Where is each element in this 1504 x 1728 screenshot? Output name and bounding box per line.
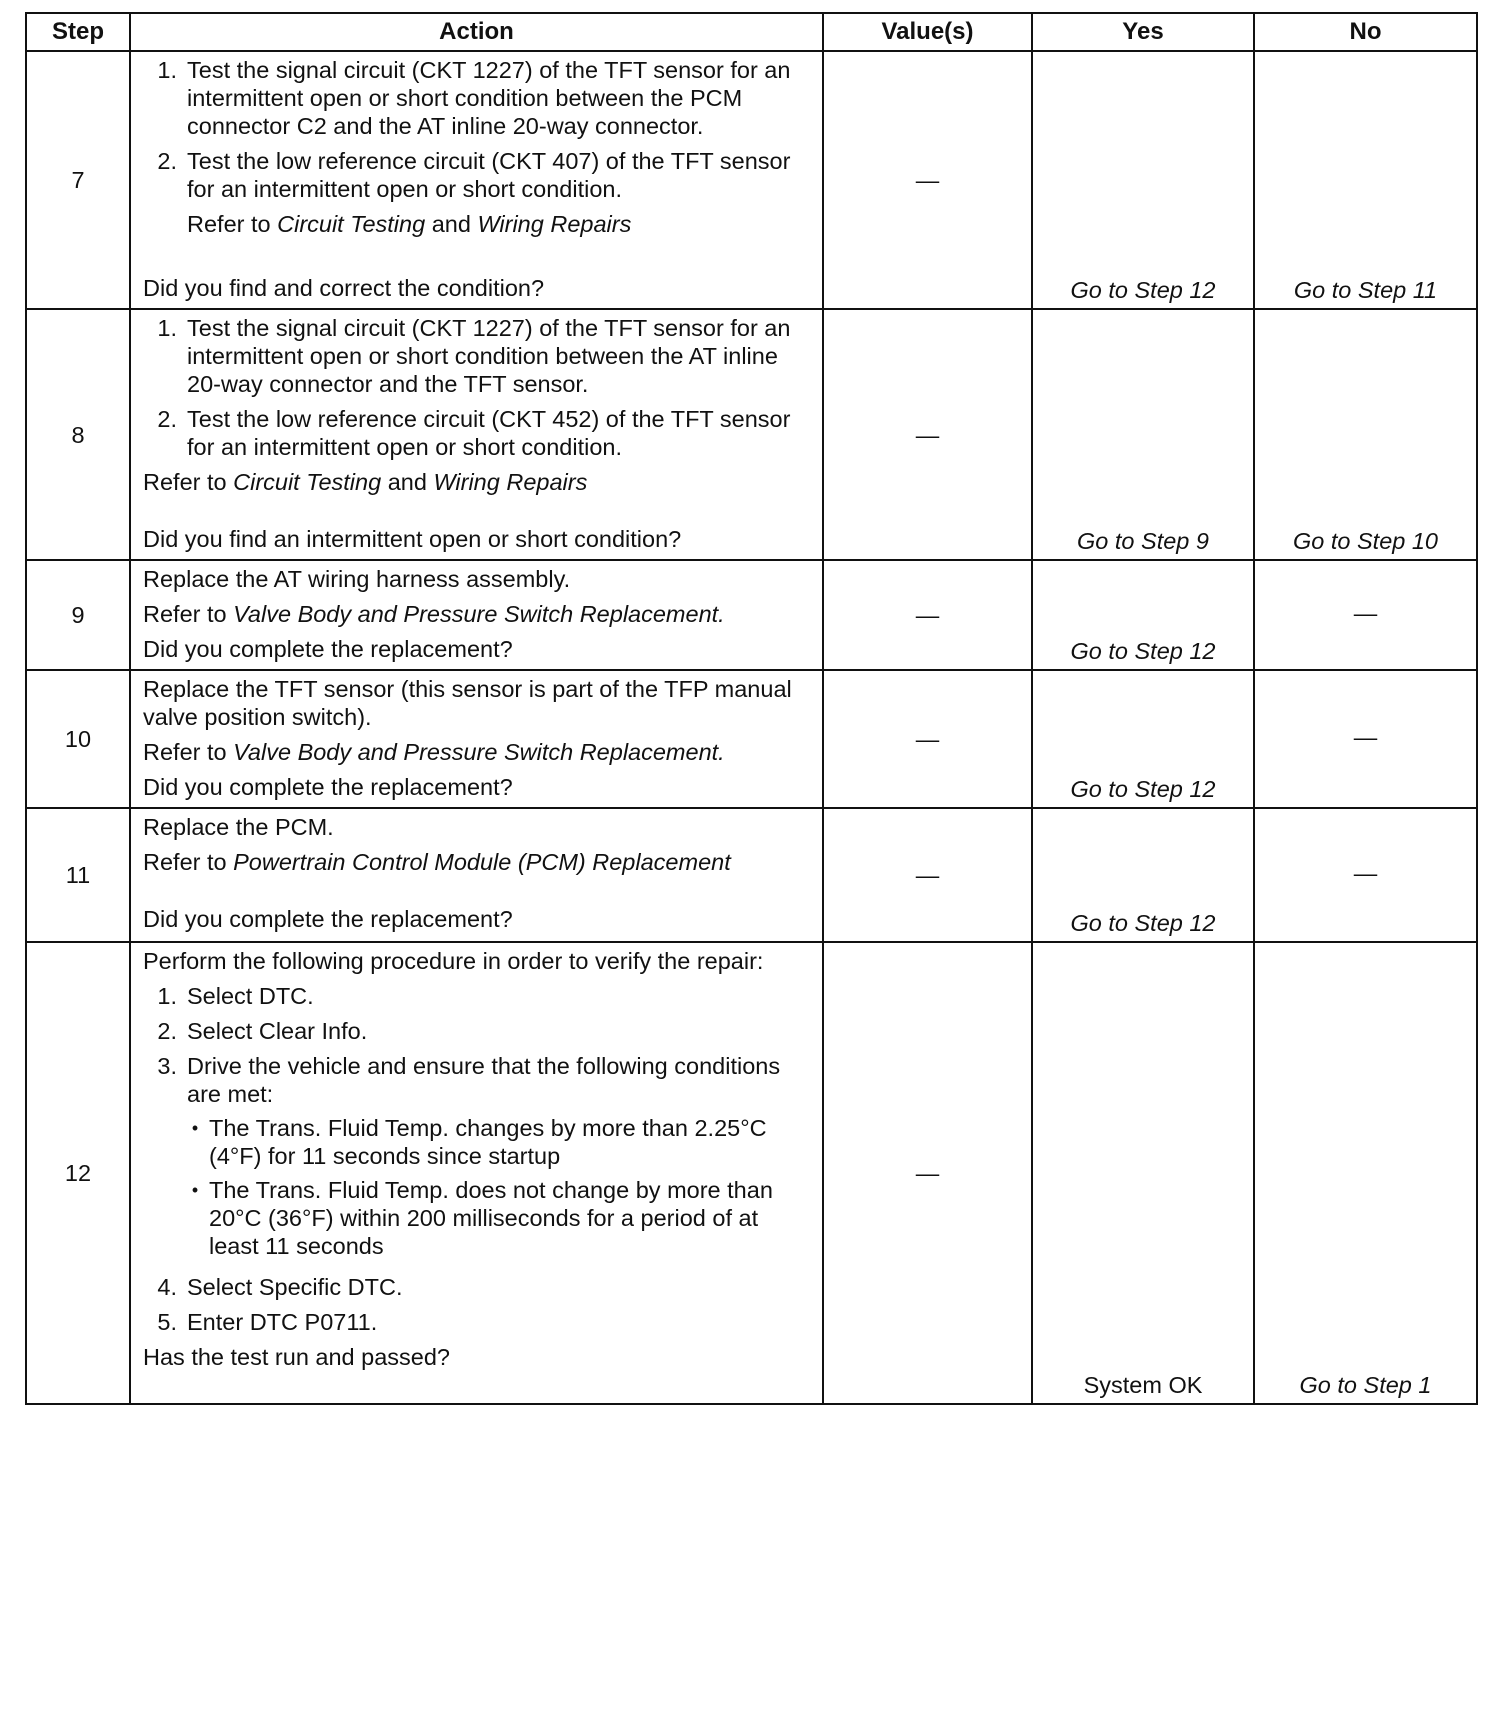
table-row <box>26 942 1477 1404</box>
refer-prefix: Refer to <box>143 469 227 495</box>
action-cell <box>130 309 823 560</box>
step-number: 8 <box>26 309 130 560</box>
refer-line <box>143 738 812 766</box>
table-row <box>26 670 1477 808</box>
bullet-text: The Trans. Fluid Temp. changes by more than 2.25°C (4°F) for 11 seconds since startup <box>209 1115 767 1169</box>
table-header-row <box>26 13 1477 51</box>
action-intro: Perform the following procedure in order to verify the repair: <box>143 948 764 974</box>
list-item <box>143 314 812 398</box>
refer-line <box>143 848 812 876</box>
yes-cell[interactable]: Go to Step 12 <box>1032 670 1254 808</box>
refer-and: and <box>387 469 427 495</box>
list-number: 3. <box>157 1053 177 1079</box>
header-values: Value(s) <box>823 13 1032 51</box>
step-question: Did you complete the replacement? <box>143 906 513 932</box>
action-text: Replace the PCM. <box>143 814 334 840</box>
bullet-icon: • <box>191 1180 199 1200</box>
no-cell: — <box>1254 560 1477 670</box>
list-text: Enter DTC P0711. <box>187 1309 378 1335</box>
list-text: Select Clear Info. <box>187 1018 368 1044</box>
list-item <box>143 405 812 461</box>
no-cell[interactable]: Go to Step 11 <box>1254 51 1477 309</box>
step-question: Did you complete the replacement? <box>143 774 513 800</box>
value-cell: — <box>823 670 1032 808</box>
value-cell: — <box>823 808 1032 942</box>
refer-link-valve-body[interactable]: Valve Body and Pressure Switch Replacement. <box>233 739 725 765</box>
list-item <box>143 1052 812 1266</box>
list-number: 2. <box>157 148 177 174</box>
refer-link-pcm-replacement[interactable]: Powertrain Control Module (PCM) Replacement <box>233 849 731 875</box>
step-question: Did you find and correct the condition? <box>143 275 545 301</box>
action-text: Replace the TFT sensor (this sensor is part of the TFP manual valve position switch). <box>143 676 792 730</box>
refer-line <box>143 600 812 628</box>
list-item <box>143 1308 812 1336</box>
list-text: Test the signal circuit (CKT 1227) of the TFT sensor for an intermittent open or short condition between the PCM connector C2 and the AT inline 20-way connector. <box>187 57 791 139</box>
action-list <box>143 56 812 245</box>
yes-cell[interactable]: Go to Step 12 <box>1032 808 1254 942</box>
list-item <box>143 1017 812 1045</box>
list-text: Test the low reference circuit (CKT 452) of the TFT sensor for an intermittent open or short condition. <box>187 406 791 460</box>
table-row <box>26 51 1477 309</box>
yes-cell[interactable]: Go to Step 12 <box>1032 560 1254 670</box>
bullet-item <box>187 1114 812 1170</box>
bullet-list <box>187 1114 812 1260</box>
no-cell[interactable]: Go to Step 10 <box>1254 309 1477 560</box>
step-question: Did you find an intermittent open or short condition? <box>143 526 682 552</box>
refer-link-valve-body[interactable]: Valve Body and Pressure Switch Replacement. <box>233 601 725 627</box>
step-question: Did you complete the replacement? <box>143 636 513 662</box>
list-item <box>143 1273 812 1301</box>
table-row <box>26 560 1477 670</box>
value-cell: — <box>823 309 1032 560</box>
list-item <box>143 982 812 1010</box>
value-cell: — <box>823 51 1032 309</box>
action-cell <box>130 808 823 942</box>
refer-and: and <box>431 211 471 237</box>
refer-prefix: Refer to <box>143 739 227 765</box>
yes-cell[interactable]: System OK <box>1032 942 1254 1404</box>
step-number: 10 <box>26 670 130 808</box>
diagnostic-table <box>25 12 1478 1405</box>
list-number: 1. <box>157 57 177 83</box>
list-text <box>187 147 812 245</box>
list-number: 1. <box>157 315 177 341</box>
header-action: Action <box>130 13 823 51</box>
refer-link-wiring-repairs[interactable]: Wiring Repairs <box>433 469 588 495</box>
refer-link-circuit-testing[interactable]: Circuit Testing <box>277 211 426 237</box>
bullet-text: The Trans. Fluid Temp. does not change by more than 20°C (36°F) within 200 milliseconds for a period of at least 11 seconds <box>209 1177 773 1259</box>
yes-cell[interactable]: Go to Step 12 <box>1032 51 1254 309</box>
refer-line <box>143 468 812 496</box>
list-text-body: Test the low reference circuit (CKT 407) of the TFT sensor for an intermittent open or short condition. <box>187 148 791 202</box>
list-text: Test the signal circuit (CKT 1227) of the TFT sensor for an intermittent open or short condition between the AT inline 20-way connector and the TFT sensor. <box>187 315 791 397</box>
action-text: Replace the AT wiring harness assembly. <box>143 566 571 592</box>
header-no: No <box>1254 13 1477 51</box>
list-number: 5. <box>157 1309 177 1335</box>
header-yes: Yes <box>1032 13 1254 51</box>
action-cell <box>130 560 823 670</box>
list-number: 2. <box>157 1018 177 1044</box>
step-number: 9 <box>26 560 130 670</box>
list-text: Select Specific DTC. <box>187 1274 403 1300</box>
no-cell[interactable]: Go to Step 1 <box>1254 942 1477 1404</box>
action-cell <box>130 51 823 309</box>
bullet-item <box>187 1176 812 1260</box>
header-step: Step <box>26 13 130 51</box>
refer-link-circuit-testing[interactable]: Circuit Testing <box>233 469 382 495</box>
list-text <box>187 1052 812 1266</box>
list-number: 2. <box>157 406 177 432</box>
step-number: 11 <box>26 808 130 942</box>
refer-prefix: Refer to <box>187 211 271 237</box>
list-text-body: Drive the vehicle and ensure that the following conditions are met: <box>187 1053 781 1107</box>
list-item <box>143 56 812 140</box>
value-cell: — <box>823 560 1032 670</box>
yes-cell[interactable]: Go to Step 9 <box>1032 309 1254 560</box>
value-cell: — <box>823 942 1032 1404</box>
step-question: Has the test run and passed? <box>143 1344 451 1370</box>
step-number: 12 <box>26 942 130 1404</box>
step-number: 7 <box>26 51 130 309</box>
table-row <box>26 808 1477 942</box>
list-number: 4. <box>157 1274 177 1300</box>
action-list <box>143 314 812 461</box>
no-cell: — <box>1254 808 1477 942</box>
list-number: 1. <box>157 983 177 1009</box>
no-cell: — <box>1254 670 1477 808</box>
list-text: Select DTC. <box>187 983 314 1009</box>
refer-link-wiring-repairs[interactable]: Wiring Repairs <box>477 211 632 237</box>
refer-line <box>187 210 812 238</box>
table-row <box>26 309 1477 560</box>
refer-prefix: Refer to <box>143 849 227 875</box>
action-cell <box>130 942 823 1404</box>
action-list <box>143 982 812 1336</box>
list-item <box>143 147 812 245</box>
action-cell <box>130 670 823 808</box>
refer-prefix: Refer to <box>143 601 227 627</box>
bullet-icon: • <box>191 1118 199 1138</box>
